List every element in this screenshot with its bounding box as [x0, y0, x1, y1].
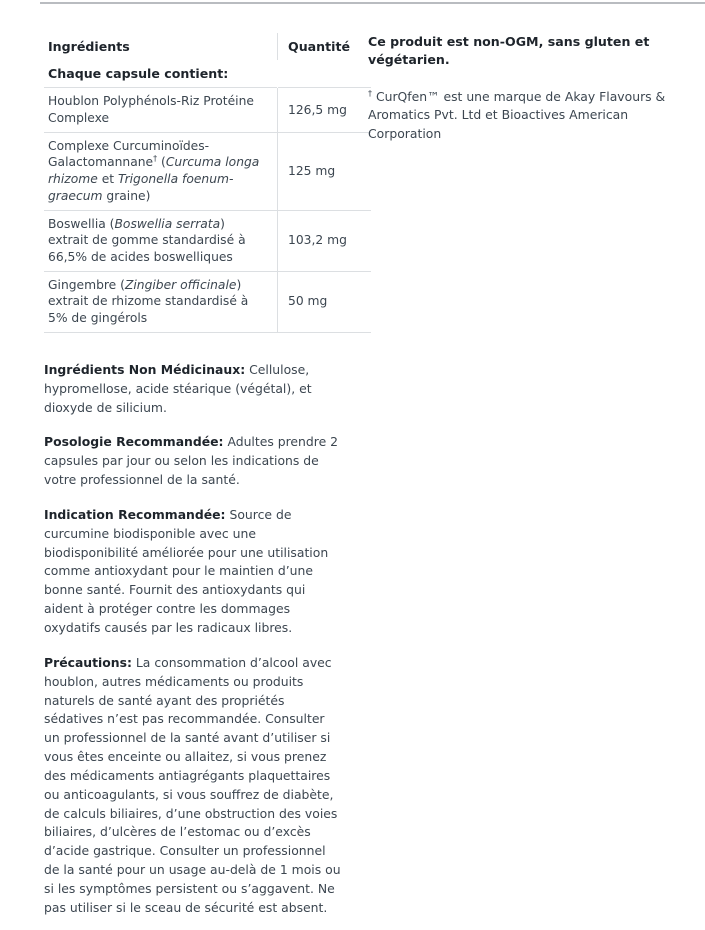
table-subheader-row [44, 60, 371, 88]
two-column-layout [44, 33, 692, 930]
table-row [44, 210, 371, 271]
section-non-medicinal-ingredients [44, 361, 344, 418]
table-row [44, 132, 371, 210]
section-body: Source de curcumine biodisponible avec une biodisponibilité améliorée pour une utilisation comme antioxydant pour le maintien d’une bonne santé. Fournit des antioxydants qui aident à protéger contre les dommages oxydatifs causés par les radicaux libres. [44, 506, 329, 635]
ingredient-amount: 50 mg [278, 271, 372, 332]
section-recommended-use [44, 506, 344, 638]
product-claim-statement: Ce produit est non-OGM, sans gluten et végétarien. [368, 34, 650, 68]
top-divider-rule [40, 2, 705, 4]
ingredient-amount: 103,2 mg [278, 210, 372, 271]
table-header-row [44, 33, 371, 60]
footnote-dagger-marker: † [368, 88, 372, 98]
section-body: Cellulose, hypromellose, acide stéarique (végétal), et dioxyde de silicium. [44, 361, 312, 415]
ingredient-name: Houblon Polyphénols-Riz Protéine Complexe [44, 88, 278, 132]
ingredient-amount: 126,5 mg [278, 88, 372, 132]
serving-size-spacer [278, 60, 372, 88]
left-column [44, 33, 351, 930]
ingredient-amount: 125 mg [278, 132, 372, 210]
ingredients-table-head [44, 33, 371, 60]
section-label: Ingrédients Non Médicinaux: [44, 361, 246, 377]
table-row [44, 88, 371, 132]
table-row [44, 271, 371, 332]
ingredient-name: Gingembre (Zingiber officinale) extrait de rhizome standardisé à 5% de gingérols [44, 271, 278, 332]
section-label: Précautions: [44, 654, 132, 670]
section-body: Adultes prendre 2 capsules par jour ou selon les indications de votre professionnel de la santé. [44, 434, 339, 488]
footnote-text: CurQfen™ est une marque de Akay Flavours & Aromatics Pvt. Ltd et Bioactives American Corporation [368, 88, 666, 141]
section-recommended-dose [44, 433, 344, 490]
ingredients-table [44, 33, 371, 343]
column-header-ingredients: Ingrédients [48, 39, 130, 54]
section-label: Posologie Recommandée: [44, 434, 224, 450]
trademark-footnote [368, 88, 686, 144]
right-column [368, 33, 686, 156]
section-cautions [44, 654, 344, 918]
ingredient-name: Complexe Curcuminoïdes-Galactomannane† (Curcuma longa rhizome et Trigonella foenum-graecum graine) [44, 132, 278, 210]
section-label: Indication Recommandée: [44, 506, 226, 522]
serving-size-label: Chaque capsule contient: [48, 66, 229, 82]
section-body: La consommation d’alcool avec houblon, autres médicaments ou produits naturels de santé ayant des propriétés sédatives n’est pas recommandée. Consulter un professionnel de la santé avant d’utiliser si vous êtes enceinte ou allaitez, si vous prenez des médicaments antiagrégants plaquettaires ou anticoagulants, si vous souffrez de diabète, de calculs biliaires, d’une obstruction des voies biliaires, d’ulcères de l’estomac ou d’excès d’acide gastrique. Consulter un professionnel de la santé pour un usage au-delà de 1 mois ou si les symptômes persistent ou s’aggavent. Ne pas utiliser si le sceau de sécurité est absent. [44, 654, 341, 915]
ingredient-name: Boswellia (Boswellia serrata) extrait de gomme standardisé à 66,5% de acides boswelliques [44, 210, 278, 271]
table-bottom-rule [44, 332, 371, 343]
ingredients-table-body [44, 60, 371, 343]
column-header-quantity: Quantité [278, 33, 372, 60]
